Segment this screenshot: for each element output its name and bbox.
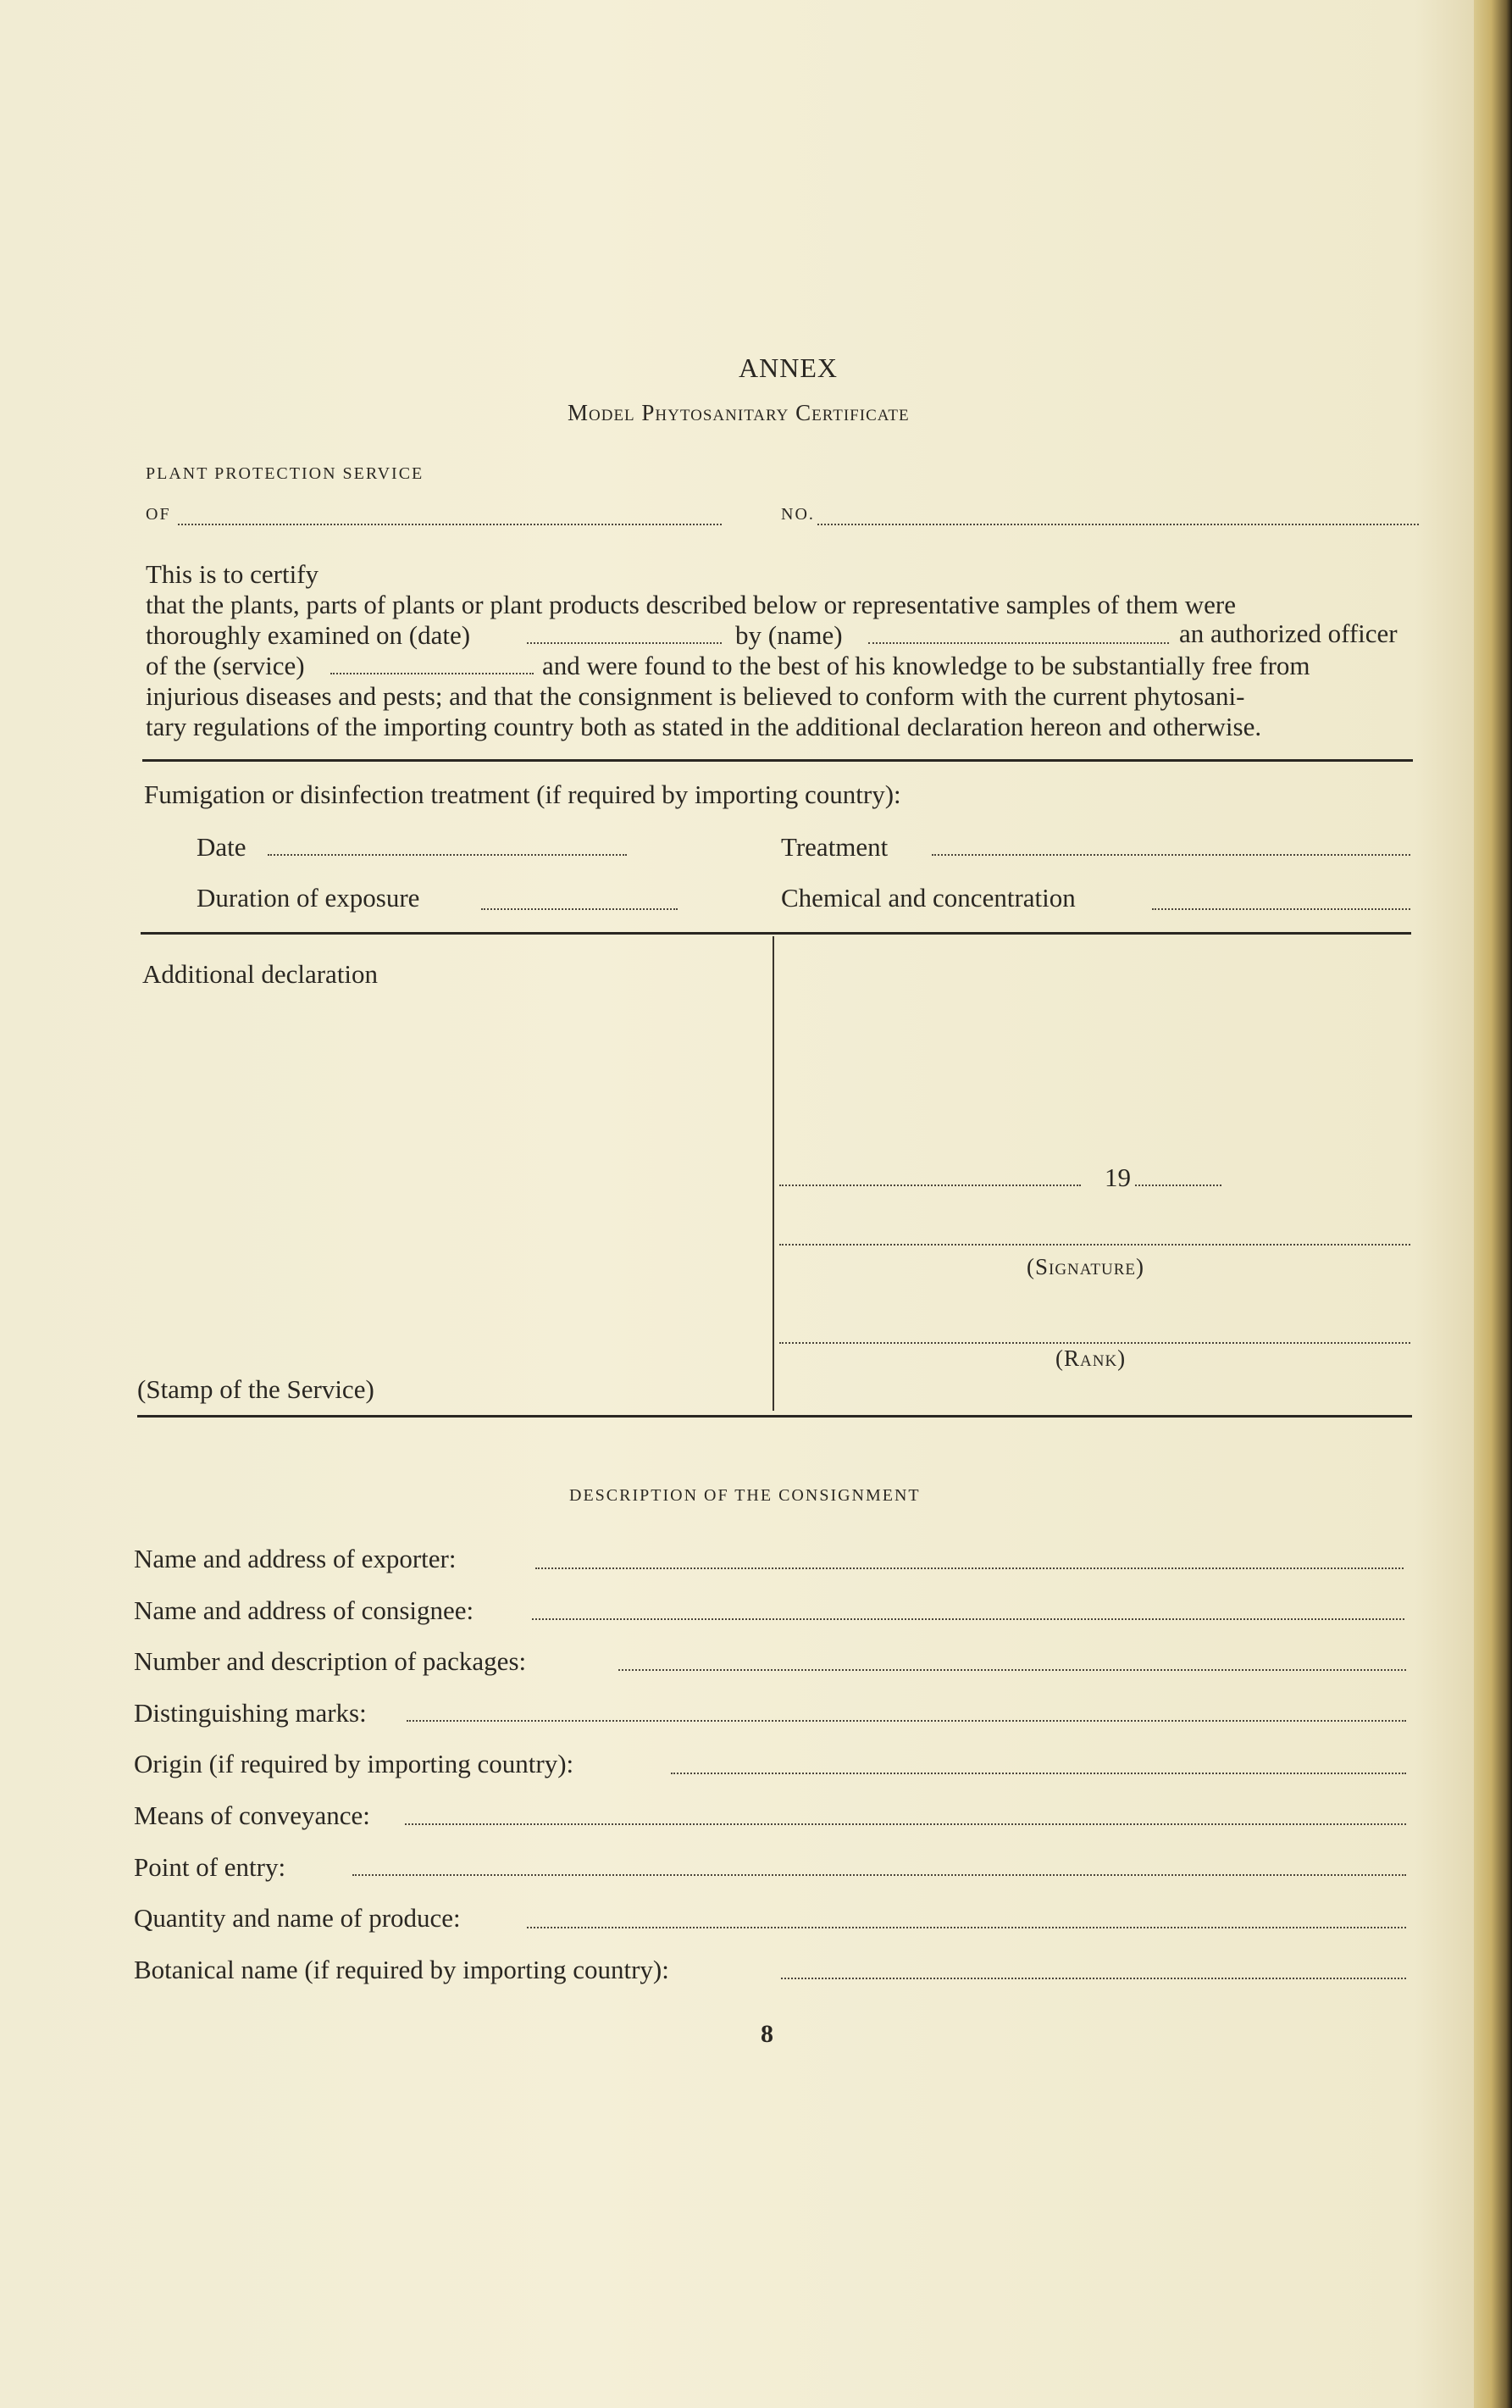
entry-point-line bbox=[352, 1874, 1406, 1876]
additional-declaration-label: Additional declaration bbox=[142, 959, 379, 989]
treatment-label: Treatment bbox=[781, 832, 889, 862]
certify-line-5: tary regulations of the importing country both as stated in the additional declaration hereon and otherwise. bbox=[146, 712, 1262, 741]
year-line bbox=[1135, 1185, 1221, 1186]
marks-label: Distinguishing marks: bbox=[134, 1698, 367, 1728]
certify-name-label: by (name) bbox=[735, 620, 843, 650]
place-date-line bbox=[779, 1185, 1081, 1186]
of-field-line bbox=[178, 524, 722, 525]
certify-intro: This is to certify bbox=[146, 559, 319, 589]
produce-line bbox=[527, 1927, 1406, 1928]
exporter-line bbox=[535, 1567, 1404, 1569]
fumigation-date-label: Date bbox=[197, 832, 246, 862]
of-label: OF bbox=[146, 505, 171, 524]
section-divider bbox=[142, 759, 1413, 762]
service-heading: PLANT PROTECTION SERVICE bbox=[146, 464, 424, 483]
duration-line bbox=[481, 908, 678, 910]
certify-line-3: and were found to the best of his knowledge to be substantially free from bbox=[542, 651, 1310, 680]
treatment-line bbox=[932, 854, 1410, 856]
certify-service-label: of the (service) bbox=[146, 651, 305, 680]
book-spine-edge bbox=[1474, 0, 1512, 2408]
service-name-line bbox=[330, 673, 534, 674]
consignee-label: Name and address of consignee: bbox=[134, 1595, 474, 1625]
section-divider bbox=[137, 1415, 1412, 1418]
column-divider bbox=[773, 936, 774, 1411]
duration-label: Duration of exposure bbox=[197, 883, 420, 913]
chemical-label: Chemical and concentration bbox=[781, 883, 1076, 913]
number-field-line bbox=[817, 524, 1419, 525]
date-examined-line bbox=[527, 642, 722, 644]
certify-officer-label: an authorized officer bbox=[1179, 619, 1398, 648]
conveyance-line bbox=[405, 1823, 1406, 1825]
entry-point-label: Point of entry: bbox=[134, 1852, 286, 1882]
year-prefix: 19 bbox=[1105, 1162, 1131, 1192]
exporter-label: Name and address of exporter: bbox=[134, 1544, 457, 1573]
consignee-line bbox=[532, 1618, 1404, 1620]
signature-line bbox=[779, 1244, 1410, 1246]
certify-line-1: that the plants, parts of plants or plant products described below or representative samples of them were bbox=[146, 590, 1236, 619]
signature-label: (Signature) bbox=[1027, 1254, 1144, 1279]
produce-label: Quantity and name of produce: bbox=[134, 1903, 461, 1933]
packages-line bbox=[618, 1669, 1406, 1671]
fumigation-heading: Fumigation or disinfection treatment (if required by importing country): bbox=[144, 780, 901, 809]
consignment-heading: DESCRIPTION OF THE CONSIGNMENT bbox=[569, 1486, 921, 1505]
packages-label: Number and description of packages: bbox=[134, 1646, 527, 1676]
chemical-line bbox=[1152, 908, 1410, 910]
certify-line-4: injurious diseases and pests; and that the consignment is believed to conform with the current phytosani- bbox=[146, 681, 1245, 711]
annex-title: ANNEX bbox=[739, 352, 838, 383]
botanical-name-label: Botanical name (if required by importing country): bbox=[134, 1955, 669, 1984]
stamp-label: (Stamp of the Service) bbox=[137, 1374, 374, 1404]
botanical-name-line bbox=[781, 1978, 1406, 1979]
rank-line bbox=[779, 1342, 1410, 1344]
origin-label: Origin (if required by importing country): bbox=[134, 1749, 574, 1778]
certify-date-label: thoroughly examined on (date) bbox=[146, 620, 471, 650]
page-number: 8 bbox=[761, 2020, 773, 2048]
marks-line bbox=[407, 1720, 1406, 1722]
inspector-name-line bbox=[868, 642, 1169, 644]
fumigation-date-line bbox=[268, 854, 627, 856]
conveyance-label: Means of conveyance: bbox=[134, 1800, 370, 1830]
origin-line bbox=[671, 1773, 1406, 1774]
certificate-title: Model Phytosanitary Certificate bbox=[568, 400, 910, 425]
section-divider bbox=[141, 932, 1411, 935]
rank-label: (Rank) bbox=[1055, 1345, 1127, 1371]
no-label: NO. bbox=[781, 505, 815, 524]
